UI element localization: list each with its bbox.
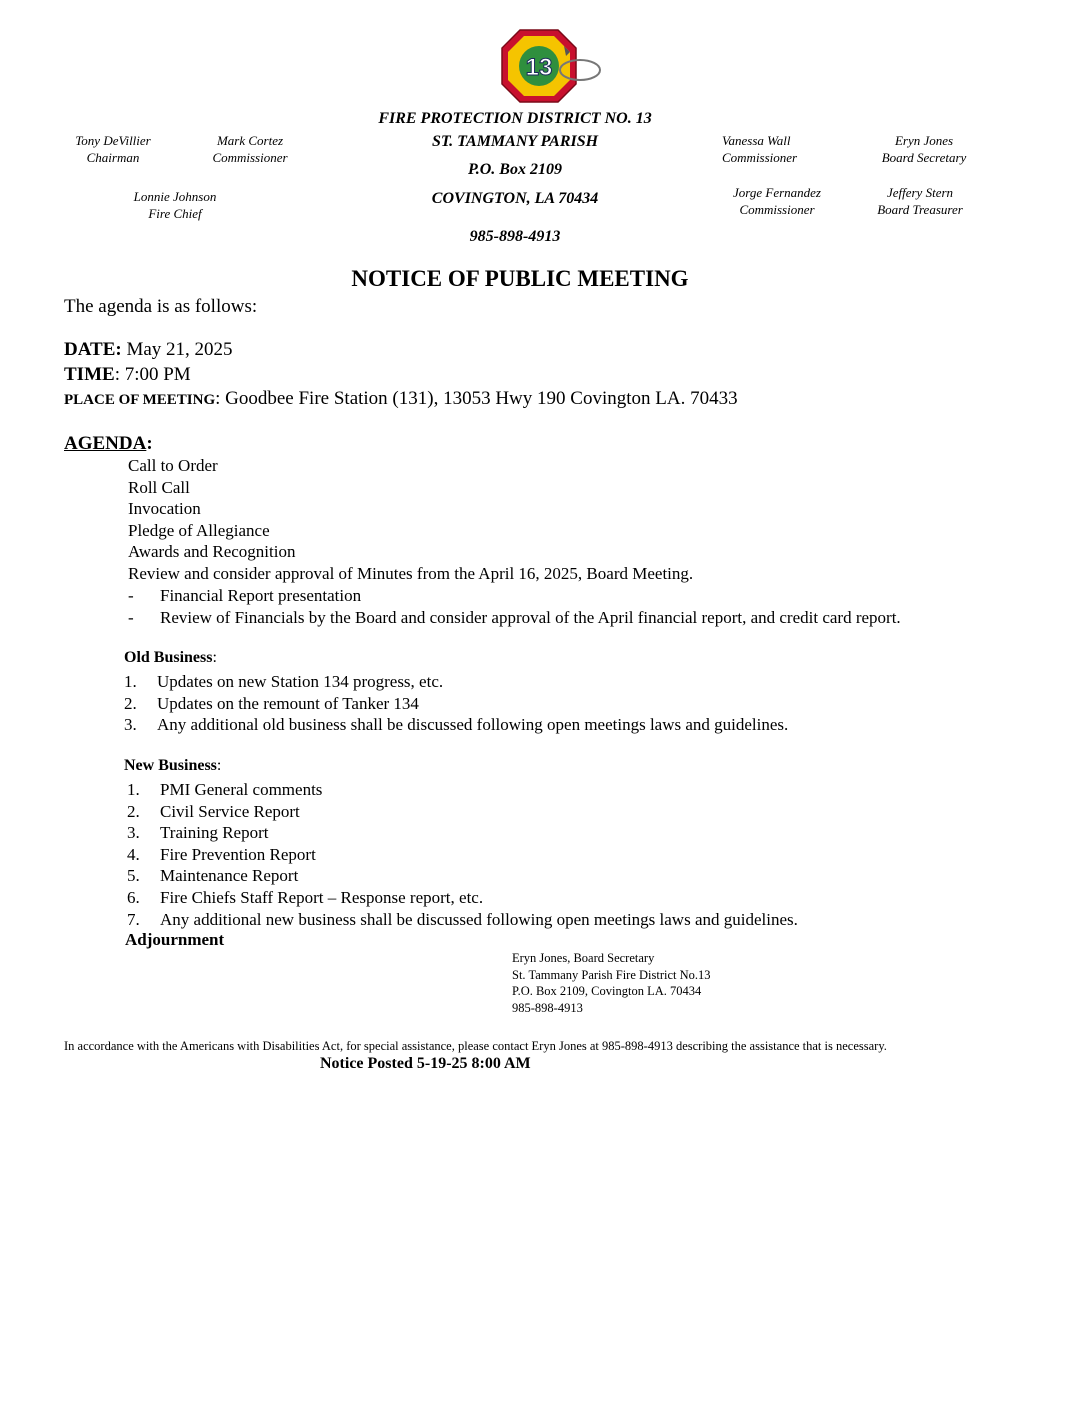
- item-number: 4.: [127, 844, 140, 864]
- list-item: [128, 607, 901, 629]
- list-item-text: Updates on new Station 134 progress, etc.: [157, 672, 444, 691]
- ada-notice: In accordance with the Americans with Disabilities Act, for special assistance, please contact Eryn Jones at 985-898-4913 describing the assistance that is necessary.: [64, 1039, 887, 1053]
- item-number: 6.: [127, 887, 140, 907]
- list-item: [128, 585, 901, 607]
- official-title: Chairman: [86, 150, 140, 165]
- list-item: Review and consider approval of Minutes from the April 16, 2025, Board Meeting.: [128, 563, 694, 583]
- old-business-heading-text: Old Business: [124, 649, 213, 666]
- signature-line: 985-898-4913: [512, 1000, 583, 1015]
- list-item: [124, 714, 788, 736]
- official-board-treasurer: [862, 184, 978, 218]
- signature-line: Eryn Jones, Board Secretary: [512, 951, 655, 965]
- list-item-text: PMI General comments: [160, 780, 323, 799]
- official-commissioner-wall: [722, 132, 828, 166]
- official-board-secretary: [868, 132, 980, 166]
- official-title: Board Treasurer: [877, 202, 963, 217]
- official-name: Lonnie Johnson: [133, 189, 217, 204]
- time-label: TIME: [64, 364, 115, 385]
- agenda-heading: [64, 433, 153, 455]
- new-business-heading-text: New Business: [124, 757, 217, 774]
- list-item: [127, 822, 798, 844]
- meeting-place: [64, 388, 738, 410]
- list-item: [127, 909, 798, 931]
- list-item: Awards and Recognition: [128, 542, 296, 562]
- agenda-heading-colon: :: [146, 433, 153, 454]
- list-item: [124, 693, 788, 715]
- old-business-list: [124, 671, 788, 736]
- signature-block: [512, 950, 711, 1016]
- district-phone: 985-898-4913: [469, 228, 561, 245]
- list-item: [127, 887, 798, 909]
- city-address: COVINGTON, LA 70434: [431, 190, 599, 207]
- item-number: 5.: [127, 866, 140, 886]
- official-name: Eryn Jones: [894, 133, 954, 148]
- list-item-text: Any additional new business shall be discussed following open meetings laws and guidelines.: [160, 909, 798, 929]
- district-name: FIRE PROTECTION DISTRICT NO. 13: [378, 110, 652, 127]
- list-item-text: Fire Prevention Report: [160, 844, 316, 864]
- list-item: Pledge of Allegiance: [128, 520, 270, 540]
- time-value: : 7:00 PM: [114, 364, 191, 385]
- list-item: Invocation: [128, 499, 201, 519]
- item-number: 1.: [124, 672, 137, 691]
- agenda-intro: The agenda is as follows:: [64, 296, 258, 317]
- official-title: Commissioner: [722, 150, 798, 165]
- official-fire-chief: [115, 188, 235, 222]
- notice-title: NOTICE OF PUBLIC MEETING: [351, 266, 689, 291]
- official-name: Mark Cortez: [216, 133, 284, 148]
- parish-name: ST. TAMMANY PARISH: [431, 133, 599, 150]
- list-item-text: Fire Chiefs Staff Report – Response report, etc.: [160, 887, 484, 907]
- item-number: 7.: [127, 909, 140, 929]
- official-title: Board Secretary: [881, 150, 967, 165]
- po-box: P.O. Box 2109: [468, 161, 562, 178]
- list-item-text: Maintenance Report: [160, 866, 299, 886]
- list-item: [127, 779, 798, 801]
- notice-posted: Notice Posted 5-19-25 8:00 AM: [320, 1055, 531, 1072]
- date-value: May 21, 2025: [121, 339, 233, 360]
- list-item: [124, 671, 788, 693]
- agenda-heading-text: AGENDA: [64, 433, 147, 454]
- list-item: Roll Call: [128, 477, 190, 497]
- list-item-text: Financial Report presentation: [160, 586, 362, 605]
- signature-line: St. Tammany Parish Fire District No.13: [512, 967, 711, 982]
- official-name: Jeffery Stern: [886, 185, 954, 200]
- list-item-text: Training Report: [160, 823, 269, 843]
- list-item-text: Review of Financials by the Board and consider approval of the April financial report, and credit card report.: [160, 607, 901, 627]
- list-item: [127, 801, 798, 823]
- financial-items: [128, 585, 901, 628]
- list-item-text: Any additional old business shall be discussed following open meetings laws and guidelines.: [157, 715, 789, 735]
- item-number: 2.: [124, 693, 137, 713]
- item-number: 2.: [127, 801, 140, 821]
- list-item: [127, 844, 798, 866]
- official-name: Tony DeVillier: [75, 133, 151, 148]
- svg-text:13: 13: [525, 54, 553, 81]
- item-number: 3.: [124, 715, 137, 735]
- official-commissioner-fernandez: [718, 184, 836, 218]
- official-name: Vanessa Wall: [722, 133, 791, 148]
- signature-line: P.O. Box 2109, Covington LA. 70434: [512, 984, 702, 998]
- fire-district-logo: [484, 28, 604, 104]
- list-item-text: Civil Service Report: [160, 801, 300, 821]
- dash-marker: -: [128, 607, 134, 627]
- place-label: PLACE OF MEETING: [64, 392, 216, 408]
- new-business-heading: New Business:: [124, 757, 222, 774]
- agenda-items: [128, 455, 693, 585]
- old-business-heading: Old Business:: [124, 649, 217, 666]
- official-title: Commissioner: [739, 202, 815, 217]
- official-name: Jorge Fernandez: [733, 185, 821, 200]
- official-title: Commissioner: [212, 150, 288, 165]
- list-item: Call to Order: [128, 456, 218, 475]
- list-item: [127, 865, 798, 887]
- date-label: DATE:: [64, 339, 122, 360]
- official-title: Fire Chief: [148, 206, 202, 221]
- official-chairman: [60, 132, 166, 166]
- adjournment: Adjournment: [125, 930, 225, 949]
- meeting-time: [64, 364, 191, 386]
- place-value: : Goodbee Fire Station (131), 13053 Hwy 190 Covington LA. 70433: [215, 388, 738, 409]
- dash-marker: -: [128, 586, 134, 605]
- item-number: 1.: [127, 780, 140, 799]
- meeting-date: [64, 339, 233, 361]
- official-commissioner-cortez: [196, 132, 304, 166]
- new-business-list: [127, 779, 798, 930]
- item-number: 3.: [127, 823, 140, 843]
- list-item-text: Updates on the remount of Tanker 134: [157, 693, 419, 713]
